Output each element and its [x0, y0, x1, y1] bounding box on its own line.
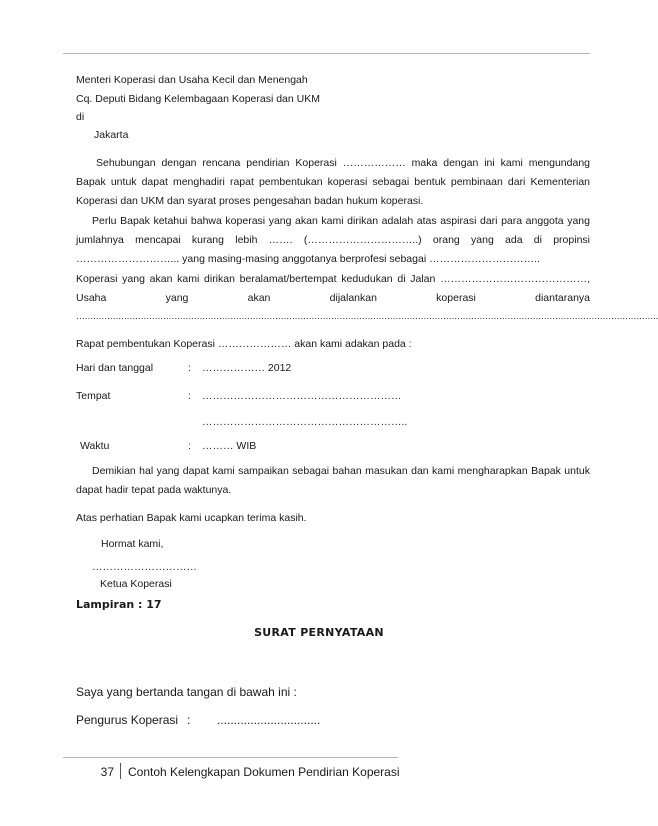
signer-title: Ketua Koperasi: [100, 578, 172, 590]
address-line-3: di: [76, 111, 85, 123]
footer-text: Contoh Kelengkapan Dokumen Pendirian Koperasi: [128, 765, 400, 779]
regards-line: Hormat kami,: [101, 538, 164, 550]
date-value: ……………… 2012: [202, 362, 292, 374]
thanks-line: Atas perhatian Bapak kami ucapkan terima kasih.: [76, 512, 307, 524]
date-label: Hari dan tanggal: [76, 362, 154, 374]
place-colon: :: [188, 390, 191, 402]
footer-rule: [63, 757, 398, 758]
address-line-4: Jakarta: [94, 129, 129, 141]
address-line-1: Menteri Koperasi dan Usaha Kecil dan Menengah: [76, 74, 308, 86]
statement-intro: Saya yang bertanda tangan di bawah ini :: [76, 685, 297, 699]
paragraph-invitation: Sehubungan dengan rencana pendirian Koperasi ……………… maka dengan ini kami mengundang Bapak untuk dapat menghadiri rapat pembentukan koperasi sebagai bentuk pembinaan dari Kementerian Koperasi dan UKM dan syarat proses pengesahan badan hukum koperasi.: [76, 157, 590, 207]
page-number: 37: [100, 765, 114, 779]
board-field-value: ...............................: [217, 713, 321, 727]
meeting-intro: Rapat pembentukan Koperasi ………………… akan kami adakan pada :: [76, 338, 412, 350]
statement-title: SURAT PERNYATAAN: [254, 626, 384, 639]
board-field-colon: :: [187, 713, 191, 727]
date-colon: :: [188, 362, 191, 374]
place-value-2: …………………………………………………..: [202, 416, 408, 428]
time-colon: :: [188, 440, 191, 452]
footer-separator: [120, 763, 121, 779]
time-label: Waktu: [80, 440, 110, 452]
signature-dots: …………………………: [92, 561, 197, 573]
paragraph-address-dots: ……………………………………………………………………………………………………………………………………………………………………………………….: [76, 311, 658, 321]
paragraph-aspiration: Perlu Bapak ketahui bahwa koperasi yang akan kami dirikan adalah atas aspirasi dari para anggota yang jumlahnya mencapai kurang lebih ……. (…………………………..) orang yang ada di propinsi ………………………... yang masing-masing anggotanya berprofesi sebagai …………………………..: [76, 215, 590, 265]
place-value-1: …………………………………………………: [202, 390, 402, 402]
header-rule: [63, 53, 590, 54]
address-line-2: Cq. Deputi Bidang Kelembagaan Koperasi dan UKM: [76, 93, 320, 105]
place-label: Tempat: [76, 390, 111, 402]
paragraph-address: Koperasi yang akan kami dirikan beralamat/bertempat kedudukan di Jalan ……………………………………, Usaha yang akan dijalankan koperasi diantaranya: [76, 273, 590, 304]
appendix-label: Lampiran : 17: [76, 598, 162, 611]
time-value: ……… WIB: [202, 440, 257, 452]
footer: [76, 763, 400, 779]
board-field-label: Pengurus Koperasi: [76, 713, 179, 727]
paragraph-closing: Demikian hal yang dapat kami sampaikan sebagai bahan masukan dan kami mengharapkan Bapak untuk dapat hadir tepat pada waktunya.: [76, 465, 590, 496]
